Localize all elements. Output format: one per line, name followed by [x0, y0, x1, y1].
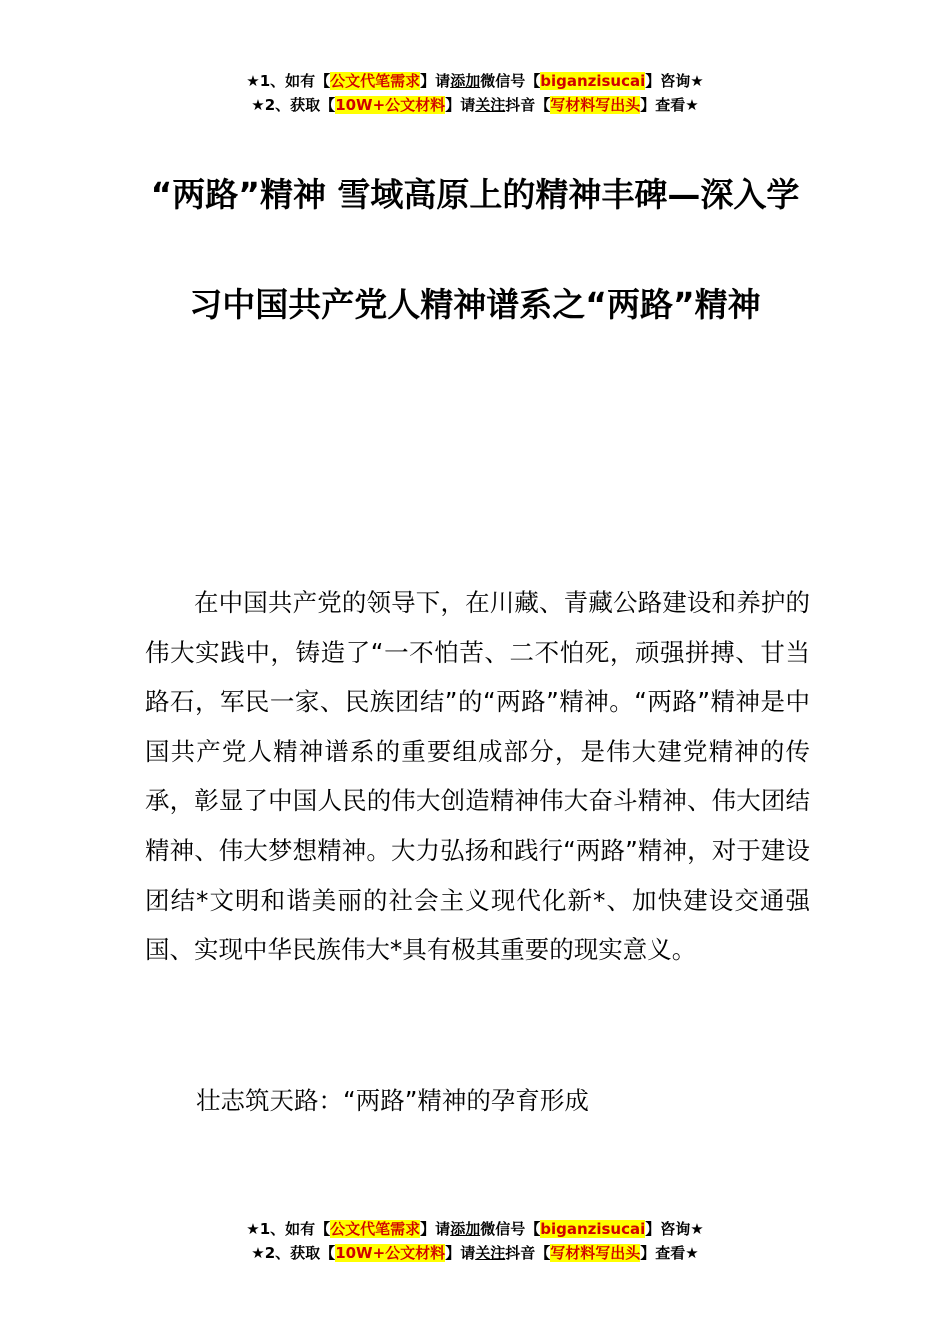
promo-highlight: 写材料写出头 — [550, 1244, 641, 1262]
promo-text: 】查看★ — [640, 1244, 699, 1262]
promo-highlight: 公文代笔需求 — [330, 72, 421, 90]
body-paragraph: 在中国共产党的领导下，在川藏、青藏公路建设和养护的伟大实践中，铸造了“一不怕苦、二不怕死，顽强拼搏、甘当路石，军民一家、民族团结”的“两路”精神。“两路”精神是中国共产党人精神谱系的重要组成部分，是伟大建党精神的传承，彰显了中国人民的伟大创造精神伟大奋斗精神、伟大团结精神、伟大梦想精神。大力弘扬和践行“两路”精神，对于建设团结*文明和谐美丽的社会主义现代化新*、加快建设交通强国、实现中华民族伟大*具有极其重要的现实意义。 — [145, 588, 810, 965]
promo-text: 微信号【 — [480, 1220, 541, 1238]
promo-text: 】查看★ — [640, 96, 699, 114]
promo-text: 】咨询★ — [645, 1220, 704, 1238]
promo-line-1 — [0, 69, 950, 93]
promo-banner-bottom — [0, 1217, 950, 1265]
promo-text: 】请 — [445, 96, 476, 114]
promo-banner-top — [0, 69, 950, 117]
promo-line-1 — [0, 1217, 950, 1241]
promo-highlight: 10W+公文材料 — [335, 1244, 446, 1262]
document-title: “两路”精神 雪域高原上的精神丰碑—深入学习中国共产党人精神谱系之“两路”精神 — [150, 175, 800, 324]
promo-text: 】请 — [420, 72, 451, 90]
promo-highlight: biganzisucai — [540, 72, 646, 90]
promo-highlight: 10W+公文材料 — [335, 96, 446, 114]
promo-underlined-text: 添加 — [450, 1220, 481, 1238]
promo-text: ★2、获取【 — [251, 1244, 336, 1262]
document-body — [145, 578, 810, 975]
promo-underlined-text: 关注 — [475, 96, 506, 114]
promo-underlined-text: 添加 — [450, 72, 481, 90]
promo-text: 】请 — [420, 1220, 451, 1238]
promo-highlight: biganzisucai — [540, 1220, 646, 1238]
promo-text: 抖音【 — [505, 96, 551, 114]
promo-line-2 — [0, 93, 950, 117]
section-subheading: 壮志筑天路：“两路”精神的孕育形成 — [196, 1086, 589, 1115]
promo-underlined-text: 关注 — [475, 1244, 506, 1262]
promo-text: ★1、如有【 — [246, 72, 331, 90]
promo-text: 抖音【 — [505, 1244, 551, 1262]
promo-line-2 — [0, 1241, 950, 1265]
promo-text: ★2、获取【 — [251, 96, 336, 114]
promo-text: 】请 — [445, 1244, 476, 1262]
promo-highlight: 公文代笔需求 — [330, 1220, 421, 1238]
promo-text: 微信号【 — [480, 72, 541, 90]
promo-text: 】咨询★ — [645, 72, 704, 90]
promo-text: ★1、如有【 — [246, 1220, 331, 1238]
promo-highlight: 写材料写出头 — [550, 96, 641, 114]
